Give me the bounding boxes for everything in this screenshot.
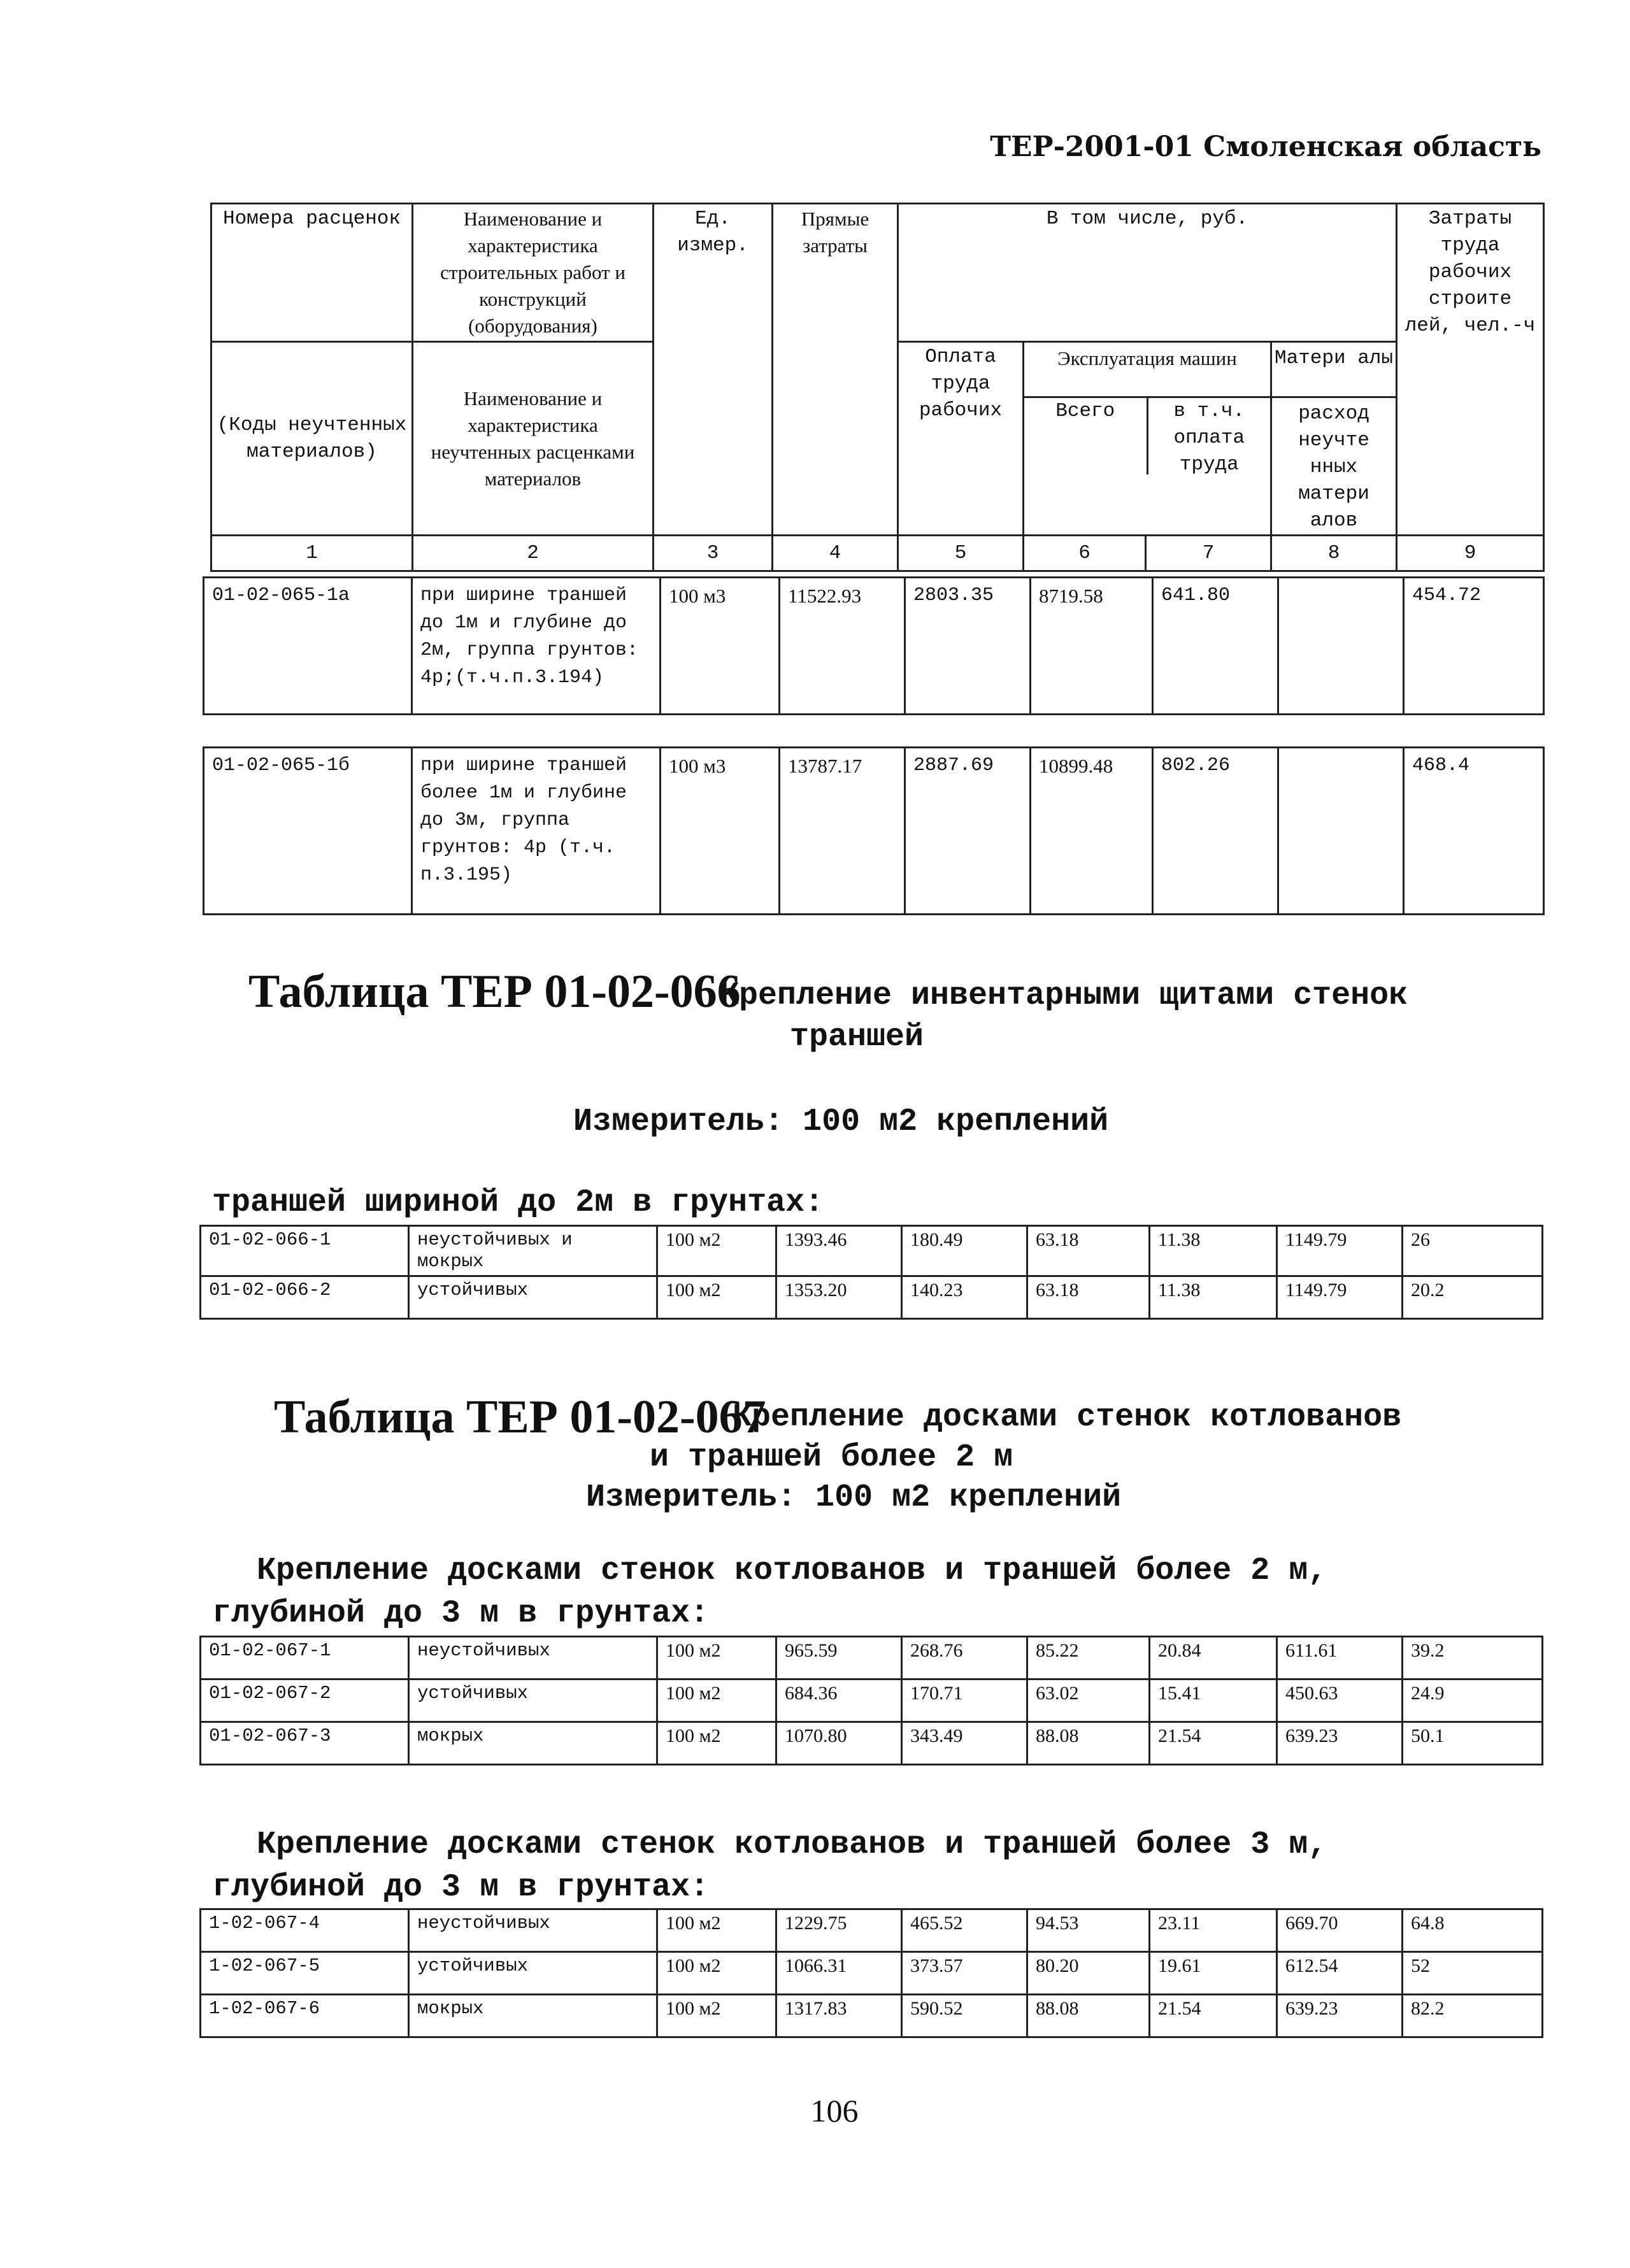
cell-code: 01-02-065-1б	[204, 748, 412, 915]
cell-unit: 100 м2	[657, 1909, 776, 1952]
header-machines-split	[1024, 398, 1270, 474]
cell-machines: 88.08	[1027, 1722, 1150, 1765]
cell-labor: 180.49	[902, 1226, 1027, 1276]
table-067-sub1-line2: глубиной до 3 м в грунтах:	[212, 1595, 710, 1632]
cell-name: мокрых	[409, 1722, 657, 1765]
cell-direct: 1317.83	[776, 1995, 902, 2037]
header-zatraty: Затраты труда рабочих строите лей, чел.-ч	[1397, 204, 1544, 536]
header-pryamye: Прямые затраты	[773, 204, 898, 536]
header-naim-neuchtennykh: Наименование и характеристика неучтенных расценками материалов	[413, 342, 654, 536]
cell-materials: 611.61	[1277, 1637, 1403, 1680]
header-num-1: 1	[211, 536, 413, 571]
cell-materials: 612.54	[1277, 1952, 1403, 1995]
header-num-2: 2	[413, 536, 654, 571]
cell-hours: 39.2	[1403, 1637, 1543, 1680]
page-header: ТЕР-2001-01 Смоленская область	[990, 131, 1541, 163]
cell-name: при ширине траншей более 1м и глубине до 3м, группа грунтов: 4р (т.ч. п.3.195)	[412, 748, 661, 915]
cell-hours: 82.2	[1403, 1995, 1543, 2037]
header-num-3: 3	[654, 536, 773, 571]
cell-labor: 170.71	[902, 1680, 1027, 1722]
table-066-desc-line2: траншей	[790, 1019, 924, 1055]
header-num-6: 6	[1024, 536, 1146, 571]
cell-code: 1-02-067-4	[201, 1909, 409, 1952]
header-num-9: 9	[1397, 536, 1544, 571]
table-067-title: Таблица ТЕР 01-02-067	[274, 1391, 766, 1443]
header-num-5: 5	[898, 536, 1024, 571]
cell-code: 01-02-066-2	[201, 1276, 409, 1319]
cell-labor: 590.52	[902, 1995, 1027, 2037]
cell-labor: 2803.35	[905, 578, 1031, 715]
cell-labor: 465.52	[902, 1909, 1027, 1952]
cell-machines-labor: 802.26	[1153, 748, 1278, 915]
cell-name: неустойчивых	[409, 1637, 657, 1680]
table-067-desc-line2: и траншей более 2 м	[650, 1439, 1013, 1476]
table-row	[201, 1680, 1543, 1722]
cell-machines-labor: 11.38	[1150, 1276, 1277, 1319]
table-067-b	[199, 1908, 1543, 2038]
table-row	[201, 1226, 1543, 1276]
column-header-table	[210, 203, 1545, 572]
cell-unit: 100 м2	[657, 1722, 776, 1765]
cell-code: 01-02-065-1а	[204, 578, 412, 715]
cell-machines-labor: 21.54	[1150, 1722, 1277, 1765]
cell-unit: 100 м2	[657, 1680, 776, 1722]
cell-materials: 669.70	[1277, 1909, 1403, 1952]
cell-machines-labor: 20.84	[1150, 1637, 1277, 1680]
table-row	[201, 1637, 1543, 1680]
cell-materials: 639.23	[1277, 1722, 1403, 1765]
header-ekspluatatsiya-group	[1024, 342, 1271, 536]
cell-materials	[1278, 578, 1404, 715]
table-067-desc-line1: Крепление досками стенок котлованов	[733, 1399, 1402, 1436]
cell-materials: 1149.79	[1277, 1226, 1403, 1276]
cell-machines: 63.02	[1027, 1680, 1150, 1722]
cell-code: 01-02-067-2	[201, 1680, 409, 1722]
cell-direct: 13787.17	[780, 748, 905, 915]
cell-hours: 454.72	[1404, 578, 1544, 715]
table-066-title: Таблица ТЕР 01-02-066	[248, 966, 741, 1018]
cell-materials: 1149.79	[1277, 1276, 1403, 1319]
header-raskhod: расход неучте нных матери алов	[1298, 403, 1369, 532]
cell-machines-labor: 641.80	[1153, 578, 1278, 715]
table-067-sub2-line2: глубиной до 3 м в грунтах:	[212, 1869, 710, 1906]
cell-machines: 85.22	[1027, 1637, 1150, 1680]
table-row	[201, 1909, 1543, 1952]
cell-unit: 100 м2	[657, 1995, 776, 2037]
table-row	[201, 1995, 1543, 2037]
header-oplata: Оплата труда рабочих	[898, 342, 1024, 536]
table-row	[201, 1952, 1543, 1995]
cell-machines: 8719.58	[1031, 578, 1153, 715]
cell-materials	[1278, 748, 1404, 915]
cell-machines-labor: 23.11	[1150, 1909, 1277, 1952]
cell-labor: 2887.69	[905, 748, 1031, 915]
cell-name: устойчивых	[409, 1680, 657, 1722]
cell-code: 01-02-067-1	[201, 1637, 409, 1680]
table-row	[201, 1722, 1543, 1765]
cell-direct: 965.59	[776, 1637, 902, 1680]
cell-unit: 100 м3	[661, 578, 780, 715]
cell-name: устойчивых	[409, 1276, 657, 1319]
cell-code: 1-02-067-5	[201, 1952, 409, 1995]
header-v-tom-chisle: В том числе, руб.	[898, 204, 1397, 342]
cell-unit: 100 м2	[657, 1276, 776, 1319]
cell-name: при ширине траншей до 1м и глубине до 2м, группа грунтов: 4р;(т.ч.п.3.194)	[412, 578, 661, 715]
header-num-8: 8	[1271, 536, 1397, 571]
cell-code: 01-02-066-1	[201, 1226, 409, 1276]
cell-hours: 20.2	[1403, 1276, 1543, 1319]
cell-labor: 343.49	[902, 1722, 1027, 1765]
table-066	[199, 1225, 1543, 1320]
header-num-7: 7	[1146, 536, 1271, 571]
table-067-sub2-line1: Крепление досками стенок котлованов и траншей более 3 м,	[257, 1827, 1327, 1863]
table-066-desc-line1: Крепление инвентарными щитами стенок	[720, 978, 1408, 1014]
cell-machines: 88.08	[1027, 1995, 1150, 2037]
cell-direct: 1393.46	[776, 1226, 902, 1276]
cell-materials: 639.23	[1277, 1995, 1403, 2037]
cell-machines-labor: 15.41	[1150, 1680, 1277, 1722]
cell-direct: 1229.75	[776, 1909, 902, 1952]
table-066-measure: Измеритель: 100 м2 креплений	[573, 1104, 1109, 1140]
cell-machines: 94.53	[1027, 1909, 1150, 1952]
cell-unit: 100 м2	[657, 1637, 776, 1680]
header-vsego: Всего	[1024, 398, 1148, 474]
cell-hours: 64.8	[1403, 1909, 1543, 1952]
cell-hours: 50.1	[1403, 1722, 1543, 1765]
cell-machines: 80.20	[1027, 1952, 1150, 1995]
cell-direct: 11522.93	[780, 578, 905, 715]
header-nomera: Номера расценок	[211, 204, 413, 342]
table-065-row-1	[203, 576, 1545, 715]
cell-machines: 10899.48	[1031, 748, 1153, 915]
cell-labor: 268.76	[902, 1637, 1027, 1680]
cell-direct: 1070.80	[776, 1722, 902, 1765]
table-067-a	[199, 1636, 1543, 1765]
table-065-row-2	[203, 746, 1545, 915]
cell-machines-labor: 21.54	[1150, 1995, 1277, 2037]
cell-hours: 52	[1403, 1952, 1543, 1995]
header-materialy: Матери алы	[1272, 343, 1396, 398]
cell-name: мокрых	[409, 1995, 657, 2037]
cell-code: 1-02-067-6	[201, 1995, 409, 2037]
cell-labor: 373.57	[902, 1952, 1027, 1995]
table-067-measure: Измеритель: 100 м2 креплений	[586, 1480, 1122, 1516]
cell-unit: 100 м3	[661, 748, 780, 915]
header-kody: (Коды неучтенных материалов)	[211, 342, 413, 536]
header-ed: Ед. измер.	[654, 204, 773, 536]
page-number: 106	[810, 2093, 859, 2129]
table-067-sub1-line1: Крепление досками стенок котлованов и траншей более 2 м,	[257, 1553, 1327, 1589]
cell-unit: 100 м2	[657, 1226, 776, 1276]
cell-machines-labor: 19.61	[1150, 1952, 1277, 1995]
cell-direct: 684.36	[776, 1680, 902, 1722]
header-v-t-ch: в т.ч. оплата труда	[1173, 400, 1245, 476]
cell-direct: 1353.20	[776, 1276, 902, 1319]
header-materials-group	[1271, 342, 1397, 536]
cell-materials: 450.63	[1277, 1680, 1403, 1722]
table-row	[201, 1276, 1543, 1319]
cell-labor: 140.23	[902, 1276, 1027, 1319]
header-naimenovanie: Наименование и характеристика строительных работ и конструкций (оборудования)	[413, 204, 654, 342]
header-num-4: 4	[773, 536, 898, 571]
cell-name: неустойчивых	[409, 1909, 657, 1952]
header-ekspluatatsiya: Эксплуатация машин	[1024, 343, 1270, 398]
cell-name: устойчивых	[409, 1952, 657, 1995]
cell-hours: 26	[1403, 1226, 1543, 1276]
table-066-subtitle: траншей шириной до 2м в грунтах:	[212, 1185, 824, 1221]
cell-machines-labor: 11.38	[1150, 1226, 1277, 1276]
cell-hours: 24.9	[1403, 1680, 1543, 1722]
cell-unit: 100 м2	[657, 1952, 776, 1995]
cell-name: неустойчивых и мокрых	[409, 1226, 657, 1276]
cell-machines: 63.18	[1027, 1226, 1150, 1276]
cell-hours: 468.4	[1404, 748, 1544, 915]
cell-code: 01-02-067-3	[201, 1722, 409, 1765]
cell-machines: 63.18	[1027, 1276, 1150, 1319]
cell-direct: 1066.31	[776, 1952, 902, 1995]
